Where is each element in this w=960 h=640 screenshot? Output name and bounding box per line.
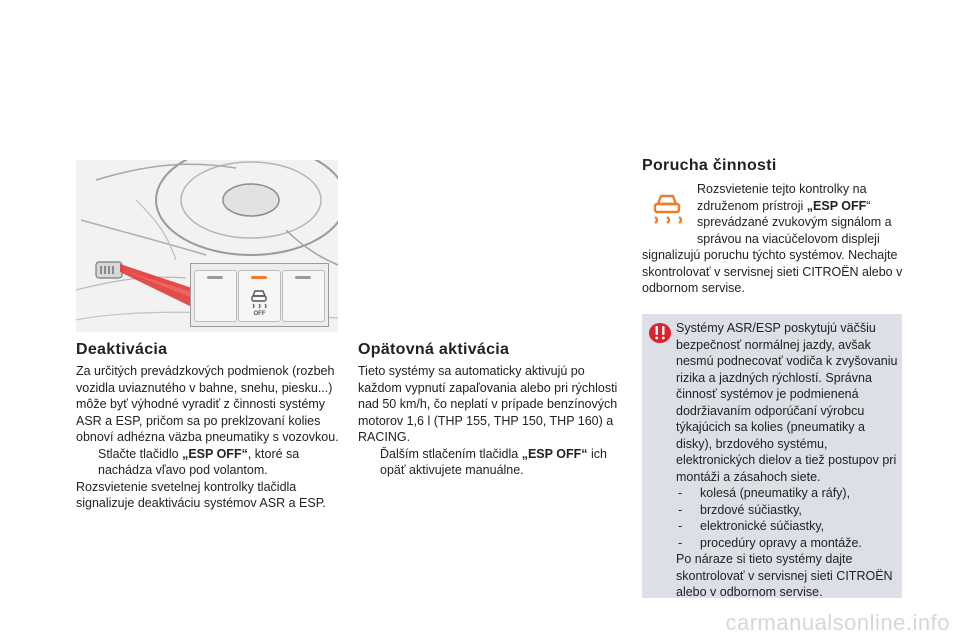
porucha-heading: Porucha činnosti <box>642 157 777 174</box>
deaktivacia-heading: Deaktivácia <box>76 341 168 358</box>
esp-warning-lamp-icon <box>647 190 687 226</box>
warning-outro: Po náraze si tieto systémy dajte skontrolovať v servisnej sieti CITROËN alebo v odbornom servise. <box>676 552 893 599</box>
panel-button-right <box>282 270 325 322</box>
warning-exclamation-icon <box>648 322 672 344</box>
watermark: carmanualsonline.info <box>725 610 950 635</box>
aktivacia-section <box>358 363 620 479</box>
aktivacia-heading: Opätovná aktivácia <box>358 341 510 358</box>
deaktivacia-section <box>76 363 348 512</box>
warning-list-item: - brzdové súčiastky, <box>678 502 802 517</box>
panel-button-left <box>194 270 237 322</box>
button-panel <box>190 263 329 327</box>
esp-off-label: „ESP OFF“ <box>182 446 248 461</box>
warning-list-item: - kolesá (pneumatiky a ráfy), <box>678 486 851 500</box>
aktivacia-bullet <box>358 446 620 479</box>
deaktivacia-bullet-post: , ktoré sa nachádza vľavo pod volantom. <box>98 446 300 477</box>
porucha-lead <box>697 181 901 247</box>
porucha-lead-pre: Rozsvietenie tejto kontrolky na združenom prístroji <box>697 182 867 213</box>
aktivacia-intro: Tieto systémy sa automaticky aktivujú po každom vypnutí zapaľovania alebo pri rýchlosti nad 50 km/h, čo neplatí v prípade benzínových motorov 1,6 l (THP 155, THP 150, THP 160) a RACING. <box>358 364 618 444</box>
aktivacia-bullet-post: ich opäť aktivujete manuálne. <box>380 446 607 477</box>
warning-list-item: - procedúry opravy a montáže. <box>678 535 862 550</box>
deaktivacia-intro: Za určitých prevádzkových podmienok (rozbeh vozidla uviaznutého v bahne, snehu, piesku...) môže byť výhodné vyradiť z činnosti systémy ASR a ESP, pričom sa po preklzovaní kolies obnoví adhézna väzba pneumatiky s vozovkou. <box>76 364 339 444</box>
warning-intro: Systémy ASR/ESP poskytujú väčšiu bezpečnosť normálnej jazdy, avšak nesmú podnecovať vodiča k zvyšovaniu rizika a jazdných rýchlostí. Správna činnosť systémov je podmienená dodržiavaním odporúčaní výrobcu týkajúcich sa kolies (pneumatiky a disky), brzdového systému, elektronických dielov a tiež postupov pri montáži a zásahoch siete. <box>676 321 898 484</box>
esp-off-button-label: OFF <box>253 311 266 317</box>
porucha-lead-post: “ sprevádzané zvukovým signálom a správou na viacúčelovom displeji <box>697 198 892 246</box>
porucha-rest: signalizujú poruchu týchto systémov. Nechajte skontrolovať v servisnej sieti CITROËN alebo v odbornom servise. <box>642 248 903 295</box>
porucha-esp-off-label: „ESP OFF <box>806 198 867 213</box>
esp-off-indicator-light <box>251 276 267 279</box>
warning-text <box>676 320 898 601</box>
esp-off-label: „ESP OFF“ <box>521 446 588 461</box>
warning-list-item: - elektronické súčiastky, <box>678 519 825 533</box>
deaktivacia-outro: Rozsvietenie svetelnej kontrolky tlačidla signalizuje deaktiváciu systémov ASR a ESP. <box>76 479 326 510</box>
deaktivacia-bullet <box>76 446 348 479</box>
deaktivacia-bullet-pre: Stlačte tlačidlo <box>98 446 183 461</box>
aktivacia-bullet-pre: Ďalším stlačením tlačidla <box>380 446 522 461</box>
esp-off-button <box>238 270 281 322</box>
